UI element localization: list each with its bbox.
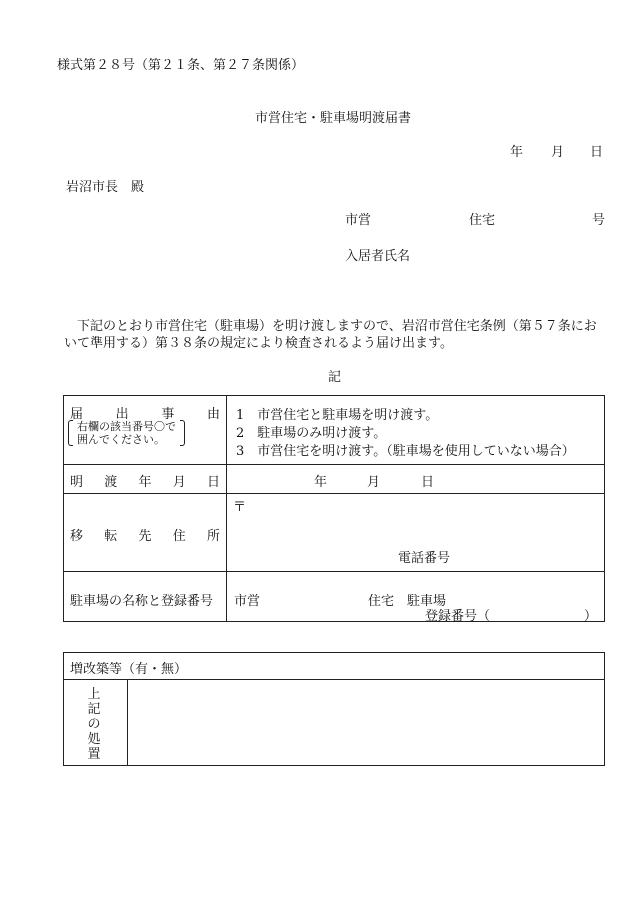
registration-label: 登録番号（ [425, 609, 491, 624]
parking-label: 駐車場の名称と登録番号 [70, 594, 214, 609]
body-text-line1: 下記のとおり市営住宅（駐車場）を明け渡しますので、岩沼市営住宅条例（第５７条にお [77, 319, 597, 334]
reason-option-1: 1 市営住宅と駐車場を明け渡す。 [236, 408, 439, 423]
vacate-year: 年 [314, 475, 328, 490]
reason-option-3: 3 市営住宅を明け渡す。（駐車場を使用していない場合） [236, 444, 575, 459]
date-month: 月 [551, 145, 565, 160]
row-divider [63, 464, 605, 465]
document-title: 市営住宅・駐車場明渡届書 [255, 111, 412, 126]
postal-mark: 〒 [233, 500, 247, 515]
row-divider [63, 571, 605, 572]
phone-label: 電話番号 [398, 551, 451, 566]
row-divider [63, 493, 605, 494]
new-address-label: 移 転 先 住 所 [70, 529, 220, 544]
addressee: 岩沼市長 殿 [66, 180, 145, 195]
renovation-header: 増改築等（有・無） [70, 662, 188, 677]
parking-city: 市営 [234, 594, 261, 609]
date-year: 年 [510, 145, 524, 160]
vacate-date-label: 明 渡 年 月 日 [70, 475, 220, 490]
reason-label: 届 出 事 由 [70, 407, 220, 422]
vacate-month: 月 [367, 475, 381, 490]
column-divider [226, 395, 227, 622]
ki-label: 記 [328, 370, 342, 385]
column-divider [127, 679, 128, 766]
registration-close: ） [584, 609, 598, 624]
body-text-line2: いて準用する）第３８条の規定により検査されるよう届け出ます。 [64, 336, 453, 351]
applicant-city-housing: 市営 [345, 213, 372, 228]
applicant-number: 号 [592, 213, 606, 228]
disposal-label: 上 記 の 処 置 [87, 687, 101, 762]
row-divider [63, 679, 605, 680]
form-number: 様式第２８号（第２１条、第２７条関係） [57, 58, 305, 73]
reason-option-2: 2 駐車場のみ明け渡す。 [236, 426, 387, 441]
date-day: 日 [590, 145, 604, 160]
vacate-day: 日 [421, 475, 435, 490]
parking-housing: 住宅 駐車場 [368, 594, 447, 609]
applicant-housing: 住宅 [469, 213, 496, 228]
resident-name-label: 入居者氏名 [345, 249, 411, 264]
reason-instruction-note: 右欄の該当番号〇で 囲んでください。 [68, 420, 185, 446]
